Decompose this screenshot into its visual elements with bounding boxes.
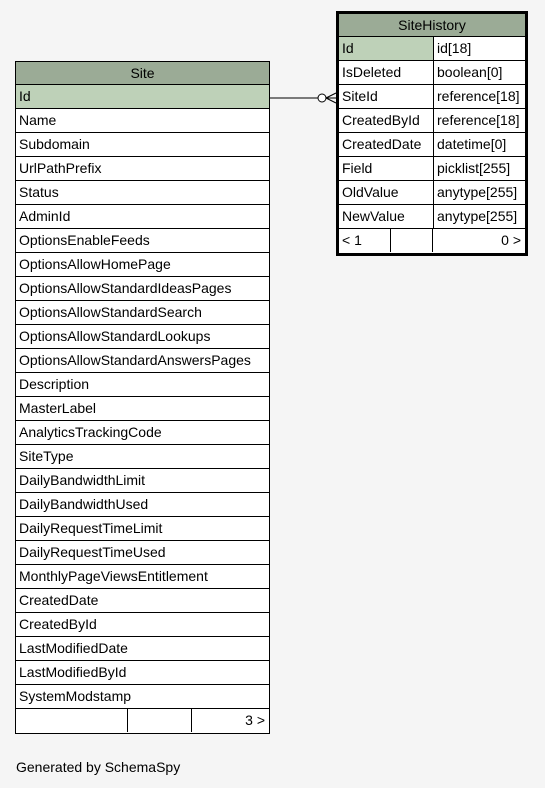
site-column-name: OptionsAllowStandardIdeasPages <box>19 280 232 296</box>
site-column-name: Name <box>19 112 57 128</box>
site-column-row[interactable] <box>16 181 269 205</box>
site-column-row[interactable] <box>16 685 269 709</box>
sitehistory-column-row[interactable] <box>339 61 525 85</box>
site-column-row[interactable] <box>16 493 269 517</box>
sitehistory-column-type: datetime[0] <box>437 136 507 152</box>
site-column-name: OptionsAllowStandardSearch <box>19 304 202 320</box>
sitehistory-column-row[interactable] <box>339 85 525 109</box>
site-column-name: Description <box>19 376 90 392</box>
sitehistory-table[interactable] <box>336 11 528 256</box>
site-column-row[interactable] <box>16 325 269 349</box>
site-column-row[interactable] <box>16 445 269 469</box>
site-column-row[interactable] <box>16 205 269 229</box>
site-column-row[interactable] <box>16 661 269 685</box>
site-primary-key-name: Id <box>16 85 269 108</box>
sitehistory-primary-key-name: Id <box>339 37 434 60</box>
site-column-row[interactable] <box>16 277 269 301</box>
site-column-name: AnalyticsTrackingCode <box>19 424 162 440</box>
sitehistory-columns <box>339 37 525 229</box>
sitehistory-column-type: picklist[255] <box>437 160 511 176</box>
site-column-row[interactable] <box>16 589 269 613</box>
site-column-row[interactable] <box>16 469 269 493</box>
sitehistory-column-name: OldValue <box>339 181 434 204</box>
site-column-row[interactable] <box>16 421 269 445</box>
site-footer-left <box>16 709 128 732</box>
sitehistory-column-name: NewValue <box>339 205 434 228</box>
site-column-name: OptionsEnableFeeds <box>19 232 150 248</box>
site-column-name: AdminId <box>19 208 71 224</box>
site-column-name: OptionsAllowStandardLookups <box>19 328 211 344</box>
site-column-row[interactable] <box>16 253 269 277</box>
site-column-name: DailyBandwidthUsed <box>19 496 149 512</box>
site-column-row[interactable] <box>16 541 269 565</box>
sitehistory-footer-middle <box>391 229 433 252</box>
sitehistory-column-row[interactable] <box>339 37 525 61</box>
site-column-name: MasterLabel <box>19 400 97 416</box>
site-column-name: DailyRequestTimeUsed <box>19 544 166 560</box>
sitehistory-column-type: reference[18] <box>437 112 520 128</box>
site-column-name: UrlPathPrefix <box>19 160 102 176</box>
site-column-row[interactable] <box>16 613 269 637</box>
site-column-name: SystemModstamp <box>19 688 132 704</box>
sitehistory-column-name: CreatedDate <box>339 133 434 156</box>
site-column-row[interactable] <box>16 397 269 421</box>
site-column-row[interactable] <box>16 637 269 661</box>
site-column-row[interactable] <box>16 373 269 397</box>
sitehistory-column-name: Field <box>339 157 434 180</box>
site-column-row[interactable] <box>16 229 269 253</box>
sitehistory-column-type: reference[18] <box>437 88 520 104</box>
sitehistory-table-title[interactable]: SiteHistory <box>339 14 525 37</box>
site-column-row[interactable] <box>16 517 269 541</box>
site-column-name: OptionsAllowHomePage <box>19 256 171 272</box>
site-table[interactable] <box>15 61 270 734</box>
sitehistory-footer-child-count: 0 > <box>501 232 521 248</box>
site-column-row[interactable] <box>16 133 269 157</box>
site-footer-middle <box>128 709 192 732</box>
site-column-name: DailyRequestTimeLimit <box>19 520 163 536</box>
site-column-row[interactable] <box>16 565 269 589</box>
sitehistory-column-row[interactable] <box>339 133 525 157</box>
site-column-name: CreatedById <box>19 616 97 632</box>
sitehistory-column-row[interactable] <box>339 157 525 181</box>
site-column-name: LastModifiedDate <box>19 640 128 656</box>
site-column-row[interactable] <box>16 157 269 181</box>
site-column-name: Subdomain <box>19 136 90 152</box>
sitehistory-table-footer <box>339 229 525 253</box>
sitehistory-column-name: IsDeleted <box>339 61 434 84</box>
site-column-name: MonthlyPageViewsEntitlement <box>19 568 208 584</box>
site-column-name: DailyBandwidthLimit <box>19 472 146 488</box>
site-column-name: OptionsAllowStandardAnswersPages <box>19 352 251 368</box>
site-column-name: LastModifiedById <box>19 664 127 680</box>
site-column-name: Status <box>19 184 59 200</box>
sitehistory-column-name: CreatedById <box>339 109 434 132</box>
sitehistory-column-name: SiteId <box>339 85 434 108</box>
sitehistory-column-type: anytype[255] <box>437 184 518 200</box>
site-column-row[interactable] <box>16 301 269 325</box>
site-column-row[interactable] <box>16 349 269 373</box>
sitehistory-column-type: id[18] <box>437 40 472 56</box>
generated-by-label[interactable]: Generated by SchemaSpy <box>16 759 181 775</box>
sitehistory-column-row[interactable] <box>339 205 525 229</box>
sitehistory-footer-parent-count: < 1 <box>339 229 391 252</box>
sitehistory-column-type: boolean[0] <box>437 64 503 80</box>
site-footer-child-count: 3 > <box>245 712 265 728</box>
site-column-row[interactable] <box>16 109 269 133</box>
sitehistory-column-type: anytype[255] <box>437 208 518 224</box>
sitehistory-column-row[interactable] <box>339 181 525 205</box>
site-column-row[interactable] <box>16 85 269 109</box>
optional-circle-marker <box>318 94 326 102</box>
sitehistory-column-row[interactable] <box>339 109 525 133</box>
site-table-title[interactable]: Site <box>16 62 269 85</box>
site-column-name: SiteType <box>19 448 74 464</box>
site-table-footer <box>16 709 269 733</box>
site-column-name: CreatedDate <box>19 592 99 608</box>
site-columns <box>16 85 269 709</box>
